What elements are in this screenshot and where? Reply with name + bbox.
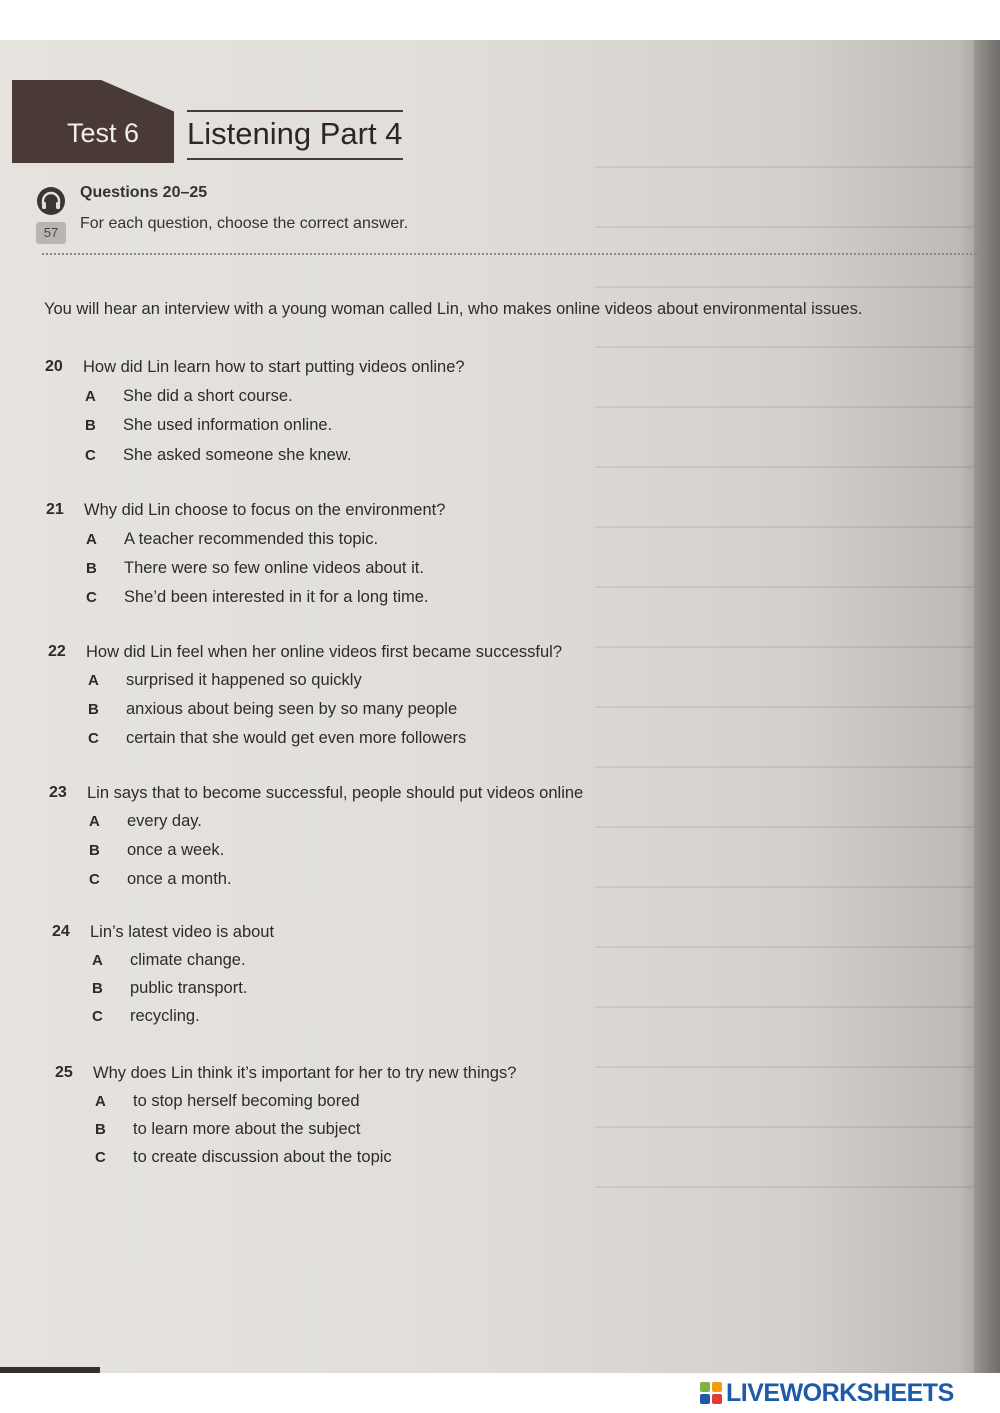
- liveworksheets-logo: [700, 1378, 954, 1408]
- option-text: anxious about being seen by so many people: [126, 700, 458, 718]
- option-c[interactable]: [86, 588, 429, 607]
- question-stem: Why did Lin choose to focus on the environment?: [84, 501, 446, 519]
- option-text: to learn more about the subject: [133, 1120, 361, 1138]
- intro-text: You will hear an interview with a young woman called Lin, who makes online videos about environmental issues.: [44, 300, 863, 318]
- option-b[interactable]: [89, 841, 224, 860]
- option-letter: B: [88, 701, 99, 718]
- option-letter: A: [89, 813, 100, 830]
- option-a[interactable]: [86, 530, 378, 549]
- question-number: 24: [52, 923, 70, 940]
- question-stem: How did Lin learn how to start putting videos online?: [83, 358, 465, 376]
- question-number: 23: [49, 784, 67, 801]
- option-text: every day.: [127, 812, 202, 830]
- logo-text: LIVEWORKSHEETS: [726, 1378, 954, 1407]
- option-b[interactable]: [86, 559, 424, 578]
- option-letter: B: [85, 417, 96, 434]
- logo-square-orange: [712, 1382, 722, 1392]
- option-letter: A: [86, 531, 97, 548]
- option-c[interactable]: [88, 729, 466, 748]
- option-text: once a week.: [127, 841, 225, 859]
- logo-square-red: [712, 1394, 722, 1404]
- test-label: Test 6: [67, 118, 140, 148]
- option-letter: C: [92, 1008, 103, 1025]
- option-letter: C: [88, 730, 99, 747]
- option-letter: A: [92, 952, 103, 969]
- option-a[interactable]: [88, 671, 362, 690]
- option-b[interactable]: [88, 700, 457, 719]
- option-text: She’d been interested in it for a long time.: [124, 588, 429, 606]
- option-b[interactable]: [92, 979, 247, 998]
- question-stem: Lin says that to become successful, people should put videos online: [87, 784, 584, 802]
- option-text: There were so few online videos about it.: [124, 559, 424, 577]
- question-number: 20: [45, 358, 63, 375]
- option-letter: A: [88, 672, 99, 689]
- question-stem: How did Lin feel when her online videos first became successful?: [86, 643, 563, 661]
- option-a[interactable]: [89, 812, 202, 831]
- option-text: certain that she would get even more followers: [126, 729, 467, 747]
- option-a[interactable]: [95, 1092, 360, 1111]
- option-text: A teacher recommended this topic.: [124, 530, 379, 548]
- option-text: to create discussion about the topic: [133, 1148, 392, 1166]
- option-letter: C: [89, 871, 100, 888]
- question-number: 25: [55, 1064, 73, 1081]
- option-c[interactable]: [85, 446, 351, 465]
- option-letter: C: [86, 589, 97, 606]
- dotted-divider: [42, 253, 980, 255]
- option-text: She did a short course.: [123, 387, 293, 405]
- option-text: once a month.: [127, 870, 232, 888]
- option-a[interactable]: [85, 387, 293, 406]
- headphones-icon: [36, 186, 66, 216]
- logo-square-green: [700, 1382, 710, 1392]
- option-text: to stop herself becoming bored: [133, 1092, 360, 1110]
- bottom-edge-strip: [0, 1367, 100, 1373]
- option-letter: B: [86, 560, 97, 577]
- option-letter: C: [85, 447, 96, 464]
- option-letter: A: [85, 388, 96, 405]
- track-number: 57: [36, 222, 66, 244]
- option-letter: B: [95, 1121, 106, 1138]
- option-c[interactable]: [92, 1007, 200, 1026]
- option-b[interactable]: [95, 1120, 360, 1139]
- question-stem: Why does Lin think it’s important for her to try new things?: [93, 1064, 517, 1082]
- option-b[interactable]: [85, 416, 332, 435]
- option-text: public transport.: [130, 979, 248, 997]
- logo-square-blue: [700, 1394, 710, 1404]
- option-letter: B: [92, 980, 103, 997]
- option-letter: B: [89, 842, 100, 859]
- part-title: Listening Part 4: [187, 110, 403, 160]
- option-text: She asked someone she knew.: [123, 446, 352, 464]
- question-number: 22: [48, 643, 66, 660]
- logo-grid-icon: [700, 1382, 722, 1404]
- instruction: For each question, choose the correct answer.: [80, 215, 409, 232]
- option-letter: A: [95, 1093, 106, 1110]
- option-c[interactable]: [95, 1148, 392, 1167]
- option-a[interactable]: [92, 951, 246, 970]
- question-stem: Lin’s latest video is about: [90, 923, 275, 941]
- option-c[interactable]: [89, 870, 232, 889]
- option-text: surprised it happened so quickly: [126, 671, 362, 689]
- option-text: recycling.: [130, 1007, 200, 1025]
- book-spine-shadow: [974, 40, 1000, 1373]
- option-text: She used information online.: [123, 416, 333, 434]
- option-text: climate change.: [130, 951, 246, 969]
- option-letter: C: [95, 1149, 106, 1166]
- question-number: 21: [46, 501, 64, 518]
- question-range: Questions 20–25: [80, 184, 208, 201]
